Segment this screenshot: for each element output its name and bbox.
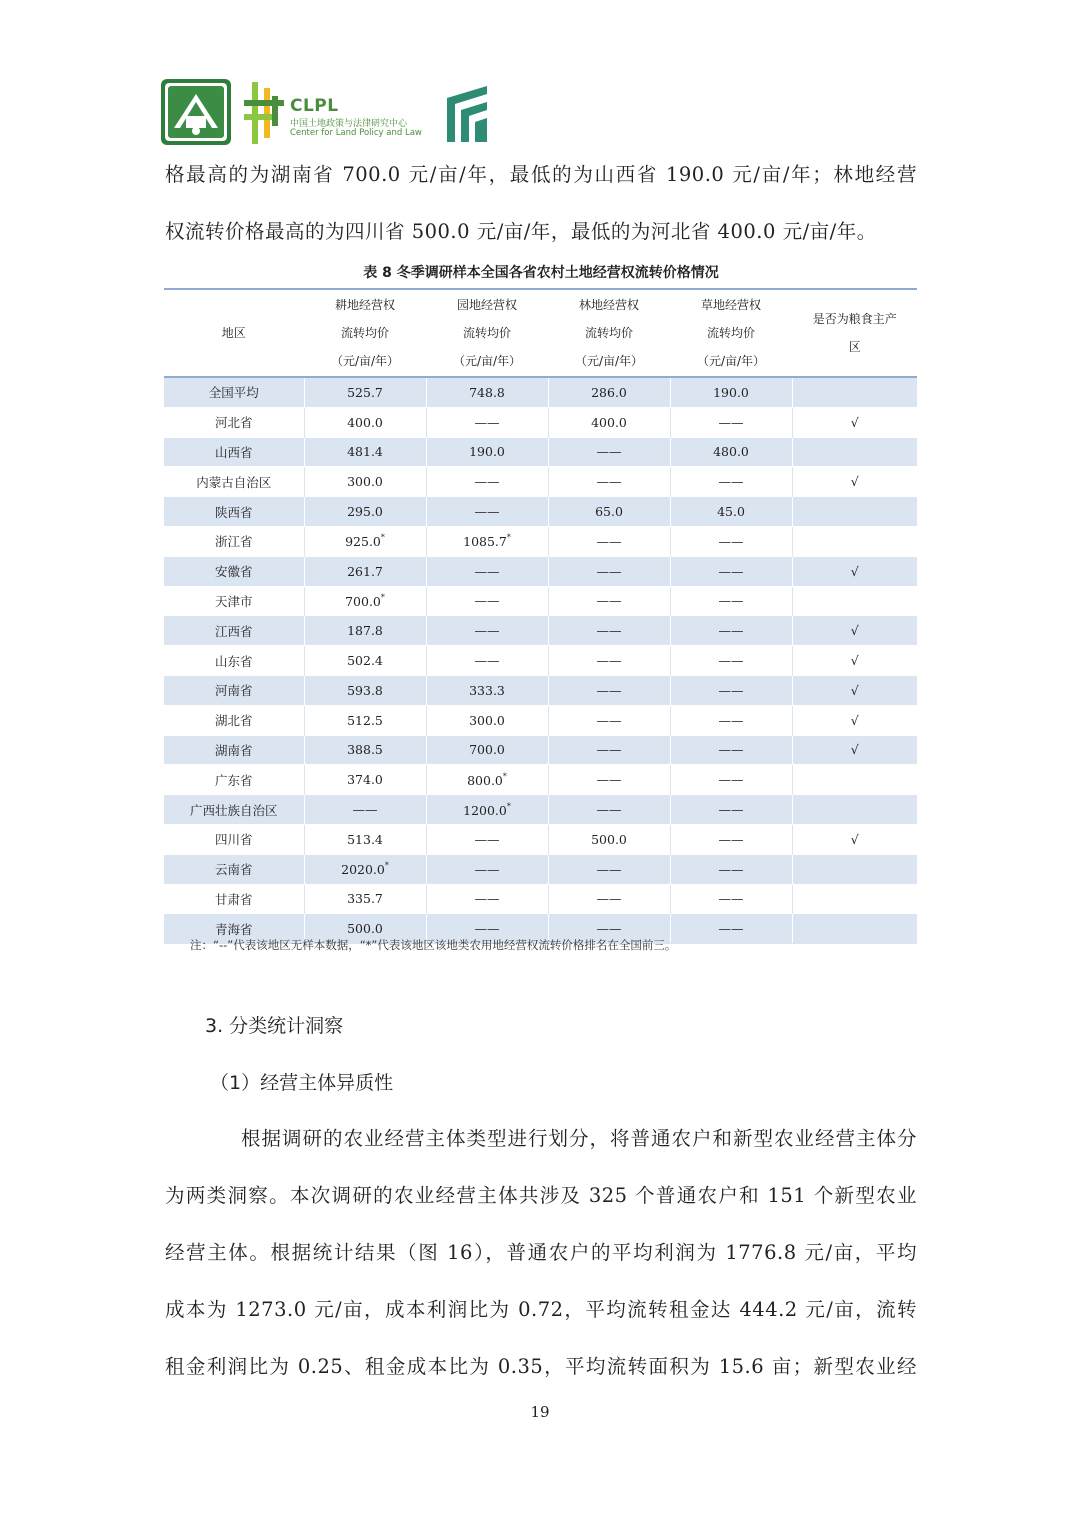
table-row: [164, 556, 917, 586]
cell-grass-price-value: ——: [718, 921, 744, 937]
cell-region: [164, 646, 304, 676]
cell-grain-area-value: √: [850, 742, 859, 758]
cell-region-value: 安徽省: [214, 564, 253, 580]
table-row: [164, 526, 917, 556]
cell-garden-price: [426, 646, 548, 676]
header-line: 园地经营权: [456, 298, 517, 312]
header-grass: [670, 289, 792, 377]
table-row: [164, 377, 917, 407]
cell-cultivated-price-value: 388.5: [347, 742, 383, 758]
cell-garden-price-value: ——: [474, 891, 500, 907]
cell-forest-price-value: ——: [596, 623, 622, 639]
cell-grain-area: [792, 675, 917, 705]
table-row: [164, 824, 917, 854]
cell-cultivated-price-value: 295.0: [347, 504, 383, 520]
cell-garden-price: [426, 497, 548, 527]
header-line: 地区: [221, 326, 246, 340]
table-row: [164, 735, 917, 765]
cell-cultivated-price-value: 513.4: [347, 831, 383, 847]
table-header-row: [164, 289, 917, 377]
cell-garden-price-value: ——: [474, 593, 500, 609]
cell-cultivated-price-value: 925.0: [345, 534, 381, 550]
cell-grain-area: [792, 735, 917, 765]
cell-region-value: 云南省: [214, 862, 253, 878]
cell-grass-price-value: ——: [718, 474, 744, 490]
cell-grass-price: [670, 586, 792, 616]
cell-grain-area: [792, 556, 917, 586]
cell-grain-area: [792, 377, 917, 407]
cell-grain-area: [792, 646, 917, 676]
cell-grain-area: [792, 795, 917, 825]
body-line-4: 成本为 1273.0 元/亩，成本利润比为 0.72，平均流转租金达 444.2 元/亩，流转: [165, 1298, 917, 1321]
cell-garden-price: [426, 377, 548, 407]
cell-grain-area-value: √: [850, 414, 859, 430]
cell-grass-price-value: ——: [718, 802, 744, 818]
cell-cultivated-price: [304, 646, 426, 676]
cell-garden-price-value: 1200.0: [463, 802, 507, 818]
cell-region: [164, 824, 304, 854]
cell-grass-price-value: ——: [718, 861, 744, 877]
header-line: （元/亩/年）: [330, 354, 400, 368]
top-three-marker: *: [502, 771, 507, 781]
cell-forest-price-value: ——: [596, 772, 622, 788]
cell-forest-price: [548, 407, 670, 437]
cell-cultivated-price-value: 374.0: [347, 772, 383, 788]
header-region: [164, 289, 304, 377]
cell-forest-price-value: 500.0: [591, 831, 627, 847]
table-body: [164, 377, 917, 944]
cell-grain-area: [792, 467, 917, 497]
page-number: 19: [530, 1403, 550, 1421]
cell-forest-price-value: 65.0: [595, 504, 623, 520]
cell-grass-price-value: ——: [718, 593, 744, 609]
cell-grass-price: [670, 914, 792, 944]
cell-cultivated-price-value: 400.0: [347, 414, 383, 430]
cell-grass-price-value: ——: [718, 533, 744, 549]
cell-grain-area-value: √: [850, 623, 859, 639]
cell-region-value: 广东省: [214, 772, 253, 788]
cell-grass-price: [670, 795, 792, 825]
cell-cultivated-price-value: 300.0: [347, 474, 383, 490]
cell-region-value: 四川省: [214, 832, 253, 848]
header-forest: [548, 289, 670, 377]
cell-grain-area: [792, 854, 917, 884]
cell-region-value: 山东省: [214, 653, 253, 669]
institute-logo: [443, 82, 493, 144]
cell-region: [164, 407, 304, 437]
table-row: [164, 646, 917, 676]
cell-cultivated-price: [304, 705, 426, 735]
cell-garden-price: [426, 616, 548, 646]
header-line: 是否为粮食主产: [812, 312, 897, 326]
cell-region-value: 山西省: [214, 444, 253, 460]
header-line: 流转均价: [706, 326, 755, 340]
cell-garden-price: [426, 467, 548, 497]
cell-grass-price-value: ——: [718, 414, 744, 430]
header-line: 流转均价: [462, 326, 511, 340]
cell-region-value: 甘肃省: [214, 891, 253, 907]
cell-region: [164, 377, 304, 407]
cell-forest-price: [548, 705, 670, 735]
top-three-marker: *: [384, 861, 389, 871]
cell-forest-price: [548, 526, 670, 556]
table-row: [164, 675, 917, 705]
cell-cultivated-price-value: 2020.0: [341, 862, 385, 878]
cell-region: [164, 884, 304, 914]
cell-grass-price: [670, 854, 792, 884]
cell-forest-price: [548, 765, 670, 795]
table-row: [164, 705, 917, 735]
cell-grass-price: [670, 765, 792, 795]
cell-forest-price-value: ——: [596, 444, 622, 460]
cell-forest-price-value: ——: [596, 682, 622, 698]
cell-garden-price: [426, 556, 548, 586]
cell-cultivated-price: [304, 884, 426, 914]
header-line: 流转均价: [340, 326, 389, 340]
cell-grain-area: [792, 407, 917, 437]
cell-grass-price-value: ——: [718, 712, 744, 728]
cell-region-value: 青海省: [214, 921, 253, 937]
cell-garden-price: [426, 586, 548, 616]
table-row: [164, 765, 917, 795]
cell-forest-price: [548, 497, 670, 527]
cell-forest-price: [548, 795, 670, 825]
cell-garden-price: [426, 407, 548, 437]
cell-cultivated-price-value: 593.8: [347, 682, 383, 698]
table-row: [164, 467, 917, 497]
cell-garden-price-value: 300.0: [469, 712, 505, 728]
cell-cultivated-price-value: 335.7: [347, 891, 383, 907]
university-seal-logo: [160, 78, 232, 146]
cell-forest-price-value: ——: [596, 712, 622, 728]
cell-grass-price: [670, 526, 792, 556]
intro-line-1: 格最高的为湖南省 700.0 元/亩/年，最低的为山西省 190.0 元/亩/年；林地经营: [165, 163, 917, 186]
cell-cultivated-price: [304, 497, 426, 527]
cell-grain-area-value: √: [850, 563, 859, 579]
cell-grass-price-value: 45.0: [717, 504, 745, 520]
cell-grass-price: [670, 437, 792, 467]
clpl-english-name: Center for Land Policy and Law: [290, 128, 422, 138]
top-three-marker: *: [380, 533, 385, 543]
cell-cultivated-price: [304, 795, 426, 825]
cell-forest-price: [548, 735, 670, 765]
cell-cultivated-price-value: 512.5: [347, 712, 383, 728]
cell-grain-area: [792, 914, 917, 944]
header-cultivated: [304, 289, 426, 377]
cell-grain-area: [792, 526, 917, 556]
cell-grain-area-value: √: [850, 682, 859, 698]
cell-cultivated-price: [304, 586, 426, 616]
cell-forest-price: [548, 467, 670, 497]
cell-forest-price: [548, 646, 670, 676]
header-line: 林地经营权: [578, 298, 639, 312]
cell-forest-price-value: ——: [596, 593, 622, 609]
cell-cultivated-price: [304, 854, 426, 884]
cell-grain-area-value: √: [850, 831, 859, 847]
table-row: [164, 616, 917, 646]
cell-forest-price-value: 400.0: [591, 414, 627, 430]
cell-grass-price: [670, 824, 792, 854]
cell-region: [164, 735, 304, 765]
cell-garden-price: [426, 675, 548, 705]
cell-garden-price: [426, 824, 548, 854]
cell-garden-price: [426, 765, 548, 795]
cell-forest-price-value: ——: [596, 474, 622, 490]
cell-garden-price-value: ——: [474, 653, 500, 669]
cell-garden-price-value: ——: [474, 921, 500, 937]
header-line: （元/亩/年）: [696, 354, 766, 368]
table-row: [164, 795, 917, 825]
cell-grass-price: [670, 407, 792, 437]
cell-forest-price-value: ——: [596, 921, 622, 937]
cell-grain-area: [792, 705, 917, 735]
cell-grass-price-value: ——: [718, 742, 744, 758]
cell-grain-area: [792, 824, 917, 854]
cell-forest-price-value: 286.0: [591, 384, 627, 400]
cell-forest-price: [548, 884, 670, 914]
price-table: [164, 288, 917, 944]
header-line: 流转均价: [584, 326, 633, 340]
cell-cultivated-price: [304, 735, 426, 765]
cell-region-value: 湖南省: [214, 742, 253, 758]
cell-cultivated-price: [304, 526, 426, 556]
cell-garden-price-value: 190.0: [469, 444, 505, 460]
section-subheading: （1）经营主体异质性: [210, 1072, 394, 1094]
cell-garden-price-value: ——: [474, 563, 500, 579]
cell-grass-price-value: ——: [718, 682, 744, 698]
body-line-2: 为两类洞察。本次调研的农业经营主体共涉及 325 个普通农户和 151 个新型农业: [165, 1184, 917, 1207]
table-row: [164, 586, 917, 616]
cell-region: [164, 437, 304, 467]
cell-garden-price-value: ——: [474, 831, 500, 847]
cell-region-value: 内蒙古自治区: [196, 474, 272, 490]
cell-region-value: 江西省: [214, 623, 253, 639]
cell-region-value: 河北省: [214, 415, 253, 431]
header-line: 草地经营权: [700, 298, 761, 312]
cell-cultivated-price: [304, 675, 426, 705]
cell-forest-price: [548, 854, 670, 884]
cell-grass-price: [670, 616, 792, 646]
cell-cultivated-price-value: 700.0: [345, 593, 381, 609]
cell-grain-area-value: √: [850, 474, 859, 490]
cell-garden-price: [426, 854, 548, 884]
cell-cultivated-price-value: 502.4: [347, 653, 383, 669]
cell-grass-price-value: ——: [718, 623, 744, 639]
header-line: 耕地经营权: [334, 298, 395, 312]
cell-region-value: 湖北省: [214, 713, 253, 729]
cell-forest-price-value: ——: [596, 802, 622, 818]
cell-garden-price-value: ——: [474, 414, 500, 430]
cell-grass-price: [670, 556, 792, 586]
cell-region: [164, 616, 304, 646]
cell-grass-price: [670, 675, 792, 705]
table-row: [164, 437, 917, 467]
cell-forest-price-value: ——: [596, 533, 622, 549]
cell-grass-price-value: 190.0: [713, 384, 749, 400]
cell-garden-price: [426, 884, 548, 914]
cell-garden-price-value: ——: [474, 474, 500, 490]
body-line-1: 根据调研的农业经营主体类型进行划分，将普通农户和新型农业经营主体分: [241, 1127, 917, 1150]
cell-grain-area: [792, 586, 917, 616]
table-note: 注：“--”代表该地区无样本数据，“*”代表该地区该地类农用地经营权流转价格排名在全国前三。: [190, 938, 677, 952]
cell-region: [164, 586, 304, 616]
cell-cultivated-price: [304, 437, 426, 467]
cell-grass-price: [670, 497, 792, 527]
cell-grass-price: [670, 467, 792, 497]
cell-garden-price: [426, 437, 548, 467]
cell-cultivated-price: [304, 616, 426, 646]
cell-forest-price: [548, 586, 670, 616]
cell-forest-price: [548, 824, 670, 854]
cell-garden-price-value: 700.0: [469, 742, 505, 758]
clpl-chinese-name: 中国土地政策与法律研究中心: [290, 119, 408, 129]
cell-cultivated-price: [304, 824, 426, 854]
cell-forest-price-value: ——: [596, 563, 622, 579]
header-line: （元/亩/年）: [452, 354, 522, 368]
cell-cultivated-price: [304, 377, 426, 407]
cell-forest-price: [548, 377, 670, 407]
cell-region: [164, 556, 304, 586]
cell-forest-price-value: ——: [596, 653, 622, 669]
section-heading: 3. 分类统计洞察: [205, 1015, 344, 1037]
cell-grain-area: [792, 497, 917, 527]
cell-grain-area: [792, 616, 917, 646]
cell-grain-area: [792, 884, 917, 914]
cell-grass-price-value: ——: [718, 563, 744, 579]
clpl-mark-icon: [242, 80, 288, 146]
cell-grass-price-value: 480.0: [713, 444, 749, 460]
cell-cultivated-price-value: 525.7: [347, 384, 383, 400]
cell-cultivated-price-value: 261.7: [347, 563, 383, 579]
cell-grass-price: [670, 377, 792, 407]
table-caption: 表 8 冬季调研样本全国各省农村土地经营权流转价格情况: [363, 265, 719, 281]
cell-garden-price-value: ——: [474, 861, 500, 877]
cell-region: [164, 675, 304, 705]
cell-garden-price-value: 333.3: [469, 682, 505, 698]
cell-grass-price-value: ——: [718, 891, 744, 907]
table-row: [164, 884, 917, 914]
cell-region: [164, 765, 304, 795]
cell-cultivated-price: [304, 556, 426, 586]
cell-garden-price: [426, 735, 548, 765]
cell-region: [164, 795, 304, 825]
cell-garden-price-value: 800.0: [467, 772, 503, 788]
cell-garden-price: [426, 795, 548, 825]
cell-grass-price: [670, 646, 792, 676]
cell-grain-area: [792, 437, 917, 467]
cell-forest-price-value: ——: [596, 742, 622, 758]
table-row: [164, 854, 917, 884]
cell-grass-price: [670, 705, 792, 735]
intro-line-2: 权流转价格最高的为四川省 500.0 元/亩/年，最低的为河北省 400.0 元/亩/年。: [165, 220, 877, 243]
table-row: [164, 407, 917, 437]
cell-cultivated-price: [304, 467, 426, 497]
cell-region-value: 全国平均: [208, 385, 259, 401]
cell-region-value: 陕西省: [214, 504, 253, 520]
cell-region: [164, 526, 304, 556]
cell-garden-price-value: 748.8: [469, 384, 505, 400]
header-grain-area: [792, 289, 917, 377]
clpl-title: CLPL: [290, 96, 339, 116]
table-row: [164, 497, 917, 527]
cell-garden-price-value: 1085.7: [463, 534, 507, 550]
cell-cultivated-price-value: ——: [352, 802, 378, 818]
cell-forest-price: [548, 675, 670, 705]
cell-garden-price: [426, 705, 548, 735]
cell-region-value: 天津市: [214, 593, 253, 609]
cell-grass-price-value: ——: [718, 653, 744, 669]
cell-cultivated-price-value: 481.4: [347, 444, 383, 460]
cell-cultivated-price: [304, 765, 426, 795]
body-line-5: 租金利润比为 0.25、租金成本比为 0.35，平均流转面积为 15.6 亩；新型农业经: [165, 1355, 917, 1378]
cell-forest-price: [548, 437, 670, 467]
cell-region-value: 浙江省: [214, 534, 253, 550]
cell-region: [164, 854, 304, 884]
header-logos: [160, 78, 920, 150]
cell-grass-price-value: ——: [718, 772, 744, 788]
header-garden: [426, 289, 548, 377]
cell-cultivated-price-value: 187.8: [347, 623, 383, 639]
header-line: 区: [848, 340, 861, 354]
cell-grain-area-value: √: [850, 653, 859, 669]
top-three-marker: *: [380, 592, 385, 602]
cell-forest-price-value: ——: [596, 891, 622, 907]
cell-region-value: 广西壮族自治区: [189, 802, 278, 818]
cell-region: [164, 705, 304, 735]
top-three-marker: *: [506, 801, 511, 811]
cell-forest-price: [548, 616, 670, 646]
cell-cultivated-price: [304, 407, 426, 437]
header-line: （元/亩/年）: [574, 354, 644, 368]
cell-forest-price-value: ——: [596, 861, 622, 877]
cell-region: [164, 497, 304, 527]
cell-grass-price-value: ——: [718, 831, 744, 847]
cell-garden-price-value: ——: [474, 504, 500, 520]
cell-cultivated-price-value: 500.0: [347, 921, 383, 937]
body-line-3: 经营主体。根据统计结果（图 16），普通农户的平均利润为 1776.8 元/亩，平均: [165, 1241, 917, 1264]
cell-forest-price: [548, 556, 670, 586]
cell-region-value: 河南省: [214, 683, 253, 699]
cell-grass-price: [670, 884, 792, 914]
cell-grass-price: [670, 735, 792, 765]
cell-garden-price-value: ——: [474, 623, 500, 639]
cell-grain-area-value: √: [850, 712, 859, 728]
cell-grain-area: [792, 765, 917, 795]
cell-region: [164, 467, 304, 497]
clpl-logo: [242, 80, 422, 146]
top-three-marker: *: [506, 533, 511, 543]
cell-garden-price: [426, 526, 548, 556]
